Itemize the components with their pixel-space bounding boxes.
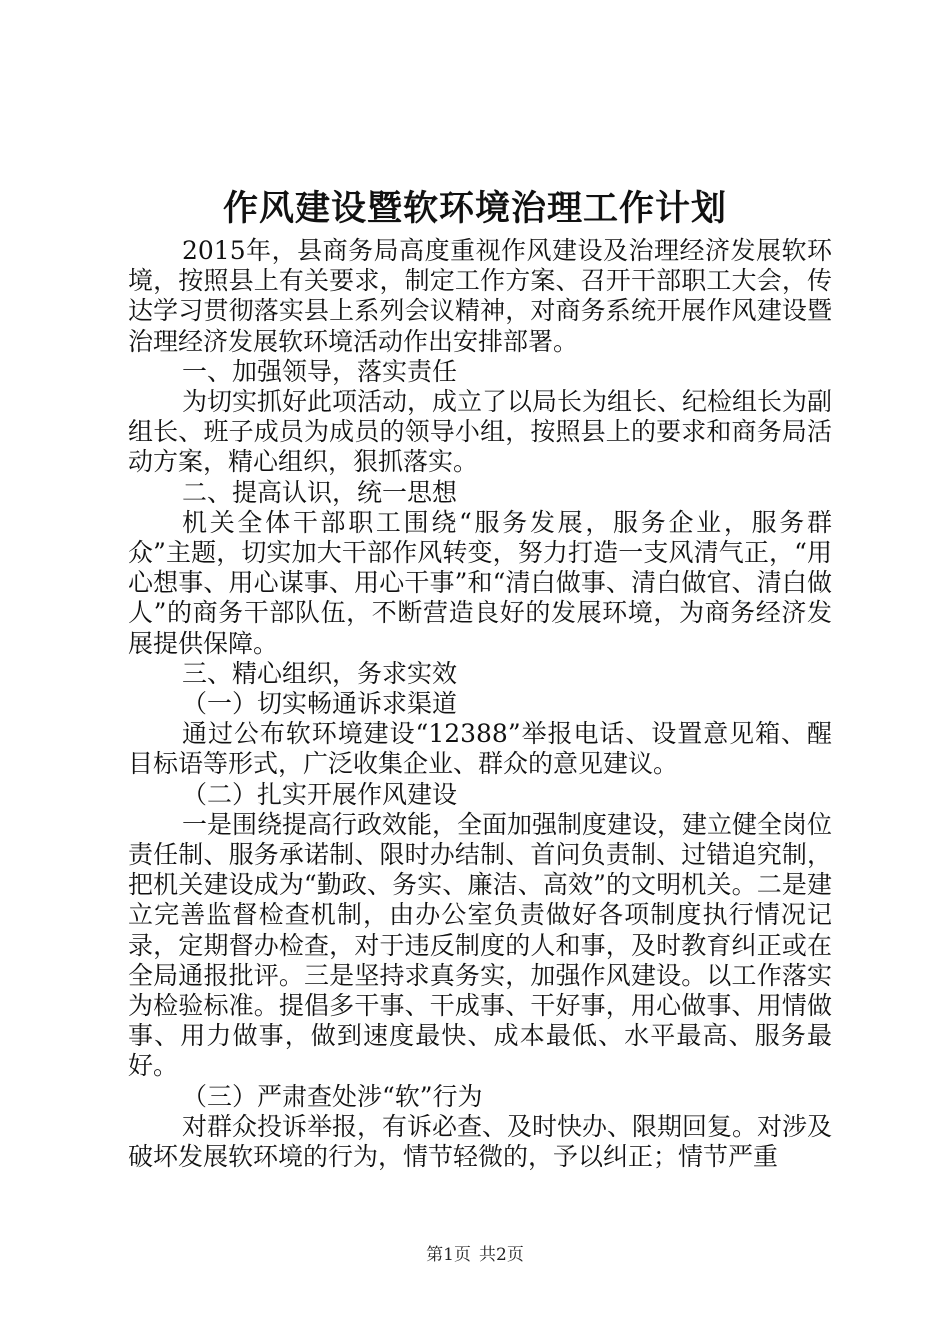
subsection-heading-2: （二）扎实开展作风建设 — [182, 779, 458, 809]
subsection-1-paragraph: 通过公布软环境建设“12388”举报电话、设置意见箱、醒目标语等形式，广泛收集企业、群众的意见建议。 — [128, 719, 832, 779]
intro-paragraph: 2015年，县商务局高度重视作风建设及治理经济发展软环境，按照县上有关要求，制定工作方案、召开干部职工大会，传达学习贯彻落实县上系列会议精神，对商务系统开展作风建设暨治理经济发展软环境活动作出安排部署。 — [128, 236, 832, 356]
section-1-paragraph: 为切实抓好此项活动，成立了以局长为组长、纪检组长为副组长、班子成员为成员的领导小组，按照县上的要求和商务局活动方案，精心组织，狠抓落实。 — [128, 387, 833, 477]
section-heading-2: 二、提高认识，统一思想 — [182, 477, 458, 507]
document-body — [128, 236, 832, 1172]
subsection-heading-3: （三）严肃查处涉“软”行为 — [182, 1081, 483, 1111]
page-number: 第1页 — [426, 1245, 471, 1265]
page-total: 共2页 — [479, 1245, 524, 1265]
subsection-2-paragraph: 一是围绕提高行政效能，全面加强制度建设，建立健全岗位责任制、服务承诺制、限时办结制、首问负责制、过错追究制，把机关建设成为“勤政、务实、廉洁、高效”的文明机关。二是建立完善监督检查机制，由办公室负责做好各项制度执行情况记录，定期督办检查，对于违反制度的人和事，及时教育纠正或在全局通报批评。三是坚持求真务实，加强作风建设。以工作落实为检验标准。提倡多干事、干成事、干好事，用心做事、用情做事、用力做事，做到速度最快、成本最低、水平最高、服务最好。 — [128, 809, 833, 1081]
subsection-3-paragraph: 对群众投诉举报，有诉必查、及时快办、限期回复。对涉及破坏发展软环境的行为，情节轻微的，予以纠正；情节严重 — [128, 1111, 833, 1172]
section-2-paragraph: 机关全体干部职工围绕“服务发展，服务企业，服务群众”主题，切实加大干部作风转变，努力打造一支风清气正，“用心想事、用心谋事、用心干事”和“清白做事、清白做官、清白做人”的商务干部队伍，不断营造良好的发展环境，为商务经济发展提供保障。 — [128, 507, 832, 658]
subsection-heading-1: （一）切实畅通诉求渠道 — [182, 689, 458, 719]
document-title: 作风建设暨软环境治理工作计划 — [222, 188, 727, 229]
page-footer — [0, 1243, 950, 1267]
section-heading-3: 三、精心组织，务求实效 — [182, 658, 458, 688]
section-heading-1: 一、加强领导，落实责任 — [182, 356, 458, 386]
